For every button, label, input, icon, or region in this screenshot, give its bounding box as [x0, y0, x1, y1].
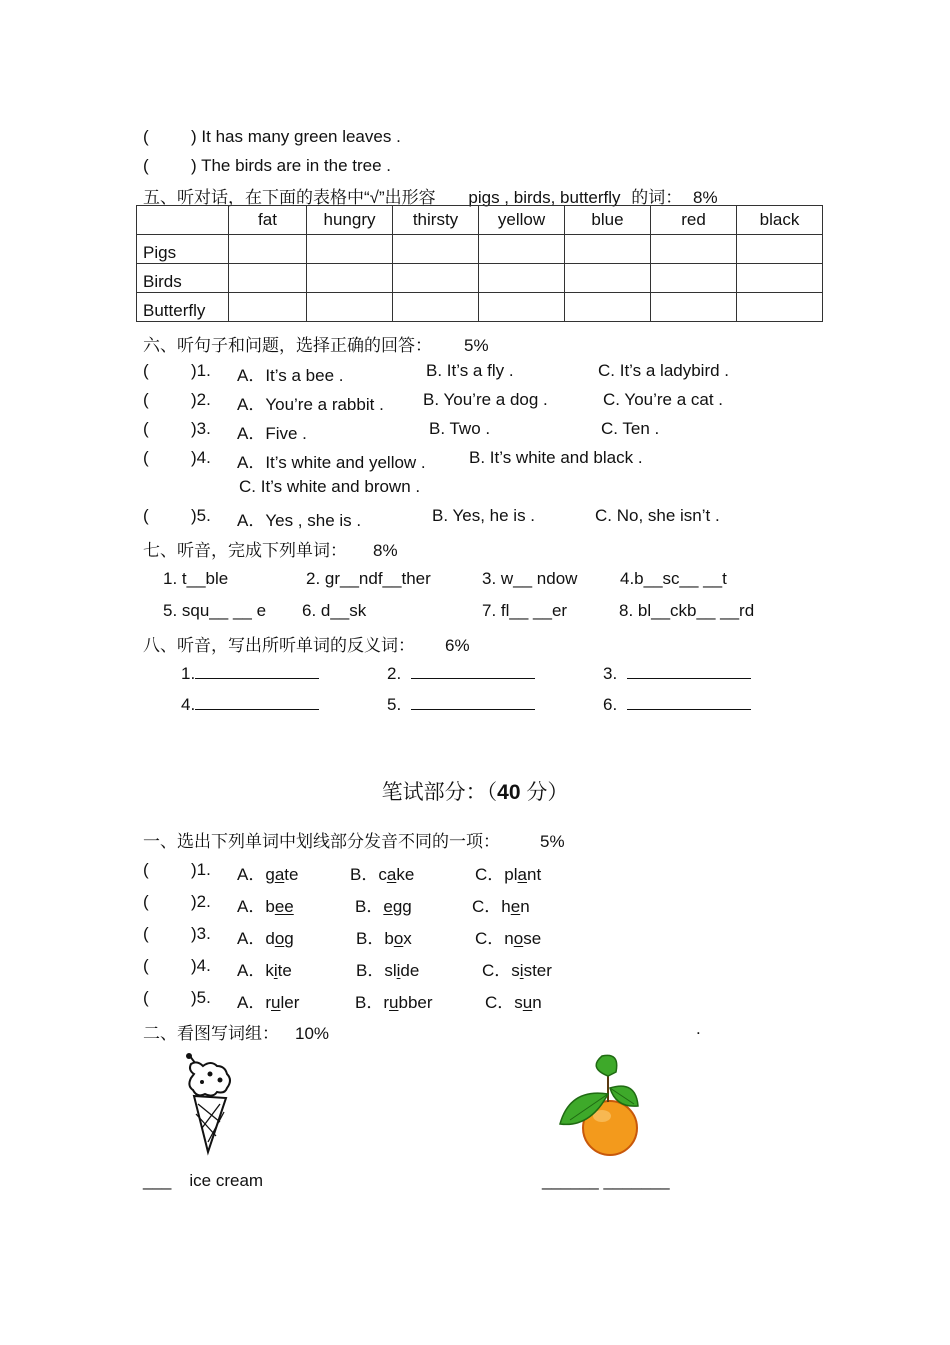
answer-cell[interactable] [651, 235, 737, 264]
phrase-blank-right[interactable]: ______ _______ [542, 1171, 670, 1190]
table-header-cell: fat [229, 206, 307, 235]
row-label: Butterfly [137, 293, 229, 322]
section-8-heading: 八、听音，写出所听单词的反义词： 6% [143, 636, 470, 655]
table-row [137, 235, 823, 264]
antonym-blank[interactable]: 2. [387, 664, 535, 684]
word-item: 5. squ__ __ e [163, 601, 267, 620]
word-item: 7. fl__ __er [482, 601, 568, 620]
table-header-row [137, 206, 823, 235]
word-item: 8. bl__ckb__ __rd [619, 601, 755, 620]
table-row [137, 293, 823, 322]
question-item: ( )5. A．Yes , she is . B. Yes, he is . C. No, she isn’t . [143, 506, 720, 530]
statement-text: The birds are in the tree . [201, 156, 392, 175]
written-1-heading: 一、选出下列单词中划线部分发音不同的一项： 5% [143, 832, 565, 851]
question-item: ( )2. A．You’re a rabbit . B. You’re a dog . C. You’re a cat . [143, 390, 724, 414]
table-header-cell: black [737, 206, 823, 235]
section-6-heading: 六、听句子和问题，选择正确的回答： 5% [143, 336, 489, 355]
answer-cell[interactable] [307, 235, 393, 264]
statement-text: It has many green leaves . [201, 127, 401, 146]
option-b: B. It’s a fly . [426, 361, 514, 380]
option-c: C. You’re a cat . [603, 390, 724, 409]
answer-cell[interactable] [229, 264, 307, 293]
antonym-blank[interactable]: 5. [387, 695, 535, 715]
table-header-cell: hungry [307, 206, 393, 235]
answer-cell[interactable] [393, 293, 479, 322]
option-a: A．You’re a rabbit . [237, 395, 384, 414]
answer-cell[interactable] [307, 264, 393, 293]
option-a: A．It’s white and yellow . [237, 453, 426, 472]
question-item: ( )1. A．It’s a bee . B. It’s a fly . C. It’s a ladybird . [143, 361, 730, 385]
answer-cell[interactable] [565, 264, 651, 293]
table-header-cell: red [651, 206, 737, 235]
answer-cell[interactable] [651, 264, 737, 293]
answer-cell[interactable] [737, 264, 823, 293]
phrase-blank-left[interactable]: ___ ice cream [143, 1171, 264, 1190]
stray-dot: . [696, 1019, 701, 1038]
option-c: C. It’s a ladybird . [598, 361, 730, 380]
section-5-heading: 五、听对话，在下面的表格中“√”出形容 pigs , birds, butterfly 的词： 8% [143, 188, 718, 207]
answer-cell[interactable] [479, 235, 565, 264]
option-a: A．Five . [237, 424, 307, 443]
statement-item: ( ) The birds are in the tree . [143, 156, 392, 175]
question-item-cont [239, 477, 420, 497]
antonym-blank[interactable]: 1. [181, 664, 319, 684]
option-c: C. No, she isn’t . [595, 506, 720, 525]
phonics-item: ( )1. A．gate B．cake C．plant [143, 860, 542, 884]
answer-cell[interactable] [479, 293, 565, 322]
phonics-item: ( )5. A．ruler B．rubber C．sun [143, 988, 542, 1012]
antonym-blank[interactable]: 6. [603, 695, 751, 715]
option-c: C. Ten . [601, 419, 660, 438]
written-part-title: 笔试部分：（40 分） [381, 781, 569, 804]
answer-cell[interactable] [565, 235, 651, 264]
table-row [137, 264, 823, 293]
written-2-heading: 二、看图写词组： 10% [143, 1024, 330, 1043]
option-b: B. Yes, he is . [432, 506, 536, 525]
answer-cell[interactable] [229, 235, 307, 264]
question-item: ( )3. A．Five . B. Two . C. Ten . [143, 419, 660, 443]
answer-cell[interactable] [229, 293, 307, 322]
orange-icon [556, 1054, 646, 1158]
phonics-item: ( )2. A．bee B．egg C．hen [143, 892, 530, 916]
word-item: 6. d__sk [302, 601, 367, 620]
answer-paren-close: ) [191, 127, 197, 146]
option-a: A．Yes , she is . [237, 511, 362, 530]
answer-cell[interactable] [565, 293, 651, 322]
antonym-blank[interactable]: 3. [603, 664, 751, 684]
answer-cell[interactable] [479, 264, 565, 293]
phonics-item: ( )4. A．kite B．slide C．sister [143, 956, 552, 980]
adjective-table [136, 205, 823, 322]
word-item: 1. t__ble [163, 569, 229, 588]
row-label: Birds [137, 264, 229, 293]
statement-item: ( ) It has many green leaves . [143, 127, 401, 146]
option-b: B. It’s white and black . [469, 448, 643, 467]
question-item: ( )4. A．It’s white and yellow . B. It’s white and black . [143, 448, 643, 472]
option-b: B. You’re a dog . [423, 390, 548, 409]
option-b: B. Two . [429, 419, 491, 438]
answer-cell[interactable] [307, 293, 393, 322]
word-item: 2. gr__ndf__ther [306, 569, 431, 588]
row-label: Pigs [137, 235, 229, 264]
ice-cream-icon [180, 1052, 236, 1156]
word-item: 3. w__ ndow [482, 569, 578, 588]
answer-cell[interactable] [737, 235, 823, 264]
antonym-blank[interactable]: 4. [181, 695, 319, 715]
option-a: A．It’s a bee . [237, 366, 344, 385]
table-header-cell: thirsty [393, 206, 479, 235]
answer-cell[interactable] [393, 235, 479, 264]
option-c: C. It’s white and brown . [239, 477, 421, 496]
answer-cell[interactable] [737, 293, 823, 322]
table-header-cell: blue [565, 206, 651, 235]
word-item: 4.b__sc__ __t [620, 569, 727, 588]
section-7-heading: 七、听音，完成下列单词： 8% [143, 541, 398, 560]
phonics-item: ( )3. A．dog B．box C．nose [143, 924, 542, 948]
table-header-cell: yellow [479, 206, 565, 235]
answer-cell[interactable] [393, 264, 479, 293]
answer-cell[interactable] [651, 293, 737, 322]
table-header-cell [137, 206, 229, 235]
